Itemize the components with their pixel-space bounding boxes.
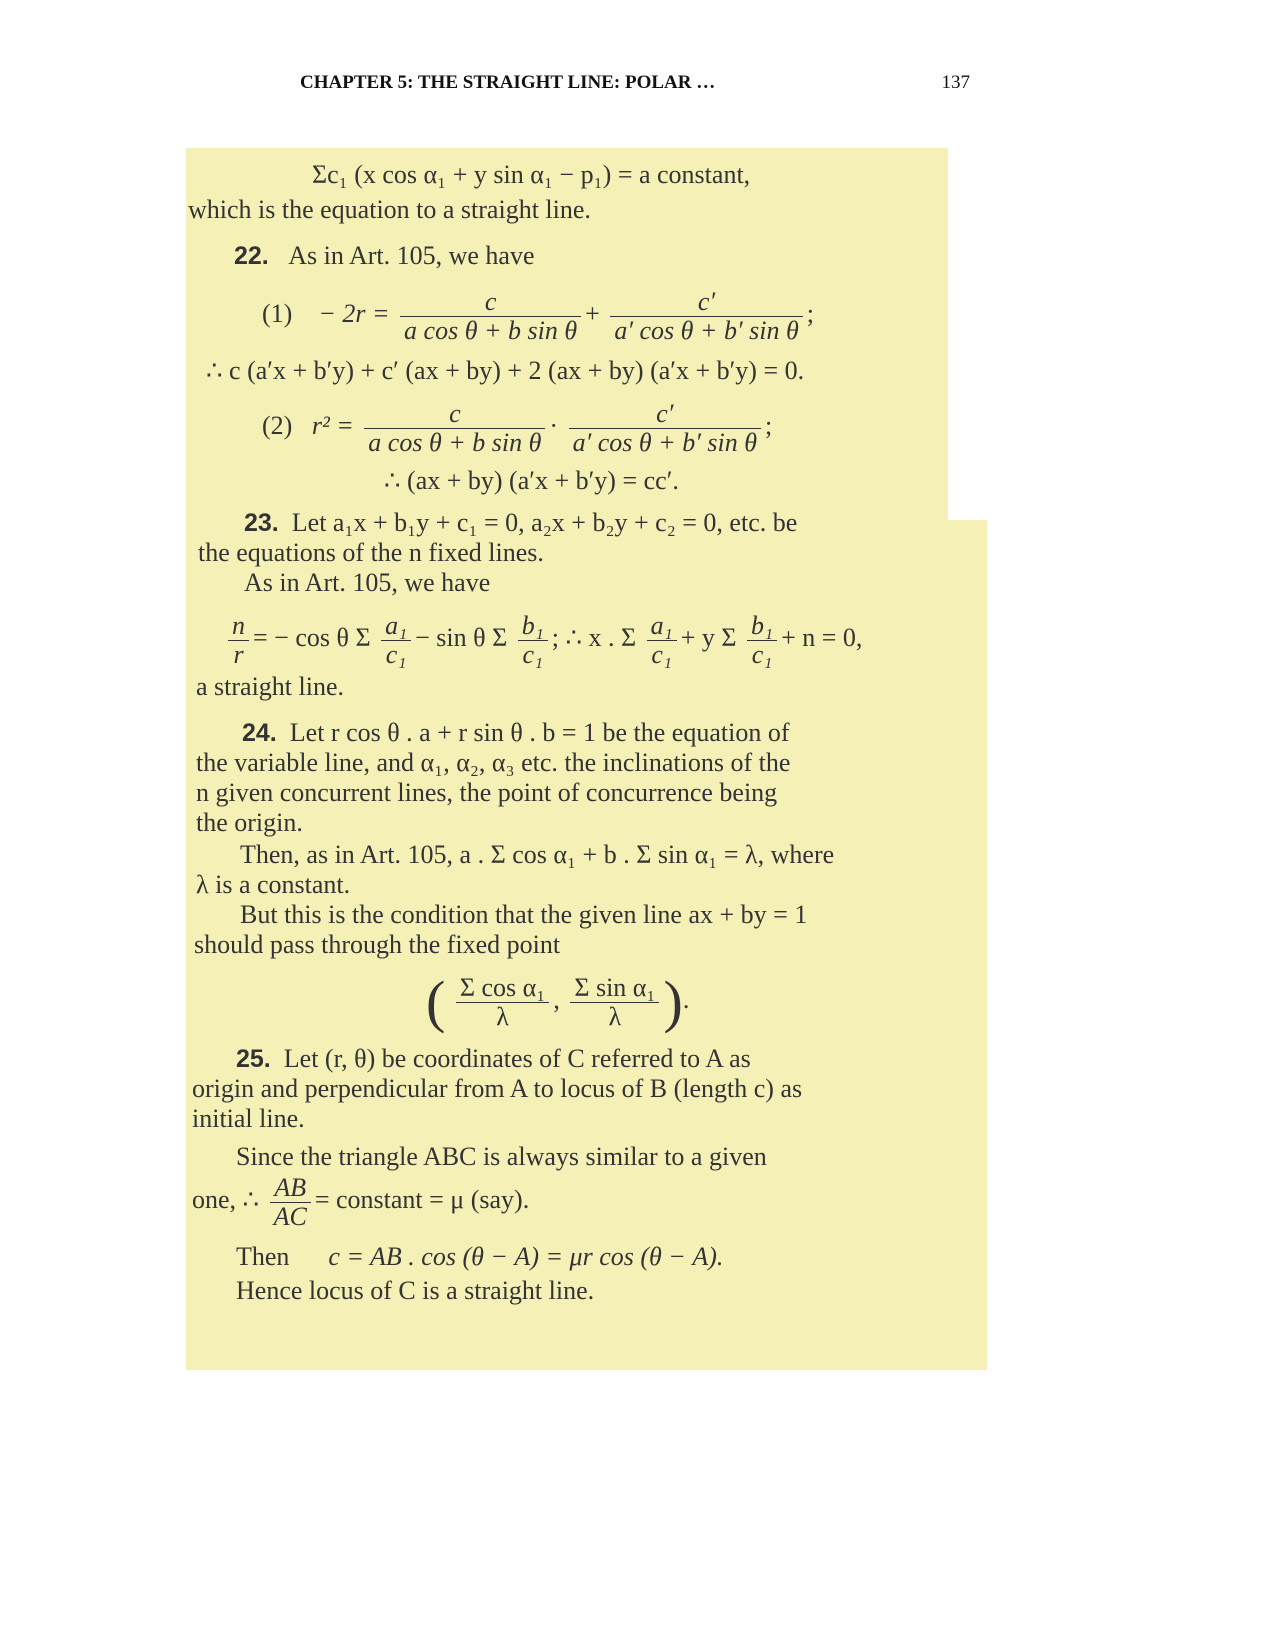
q24-line-8: should pass through the fixed point xyxy=(194,930,561,959)
q22-eq2-lhs: r² = xyxy=(311,411,354,440)
q23-a1-over-c1-b: $\frac{\text{a₁}}{\text{c₁}}$ xyxy=(647,612,677,669)
q23-equation: $\frac{n}{r}$ = − cos θ Σ $\frac{\text{a₁}}{\text{c₁}}$ − sin θ Σ $\frac{\text{b₁}}{\text{c₁}}$ ; ∴ x . Σ $\frac{\text{a₁}}{\text{c₁}}$ + y Σ $\frac{\text{b₁}}{\text{c₁}}$ + n = 0, xyxy=(224,608,862,669)
q24-line-5: Then, as in Art. 105, a . Σ cos α₁ + b . Σ sin α₁ = λ, where xyxy=(240,840,835,869)
q24-line-1: 24. Let r cos θ . a + r sin θ . b = 1 be the equation of xyxy=(242,718,790,747)
q23-b1-over-c1-a: $\frac{\text{b₁}}{\text{c₁}}$ xyxy=(518,612,548,669)
q22-eq1-fraction-1: $\frac{c}{\text{a cos θ + b sin θ}}$ xyxy=(400,288,581,345)
q22-eq2-fraction-2: $\frac{c'}{\text{a′ cos θ + b′ sin θ}}$ xyxy=(569,400,761,457)
q23-number: 23. xyxy=(244,509,279,537)
q22-eq1-fraction-2: $\frac{c'}{\text{a′ cos θ + b′ sin θ}}$ xyxy=(610,288,802,345)
q25-line-2: origin and perpendicular from A to locus of B (length c) as xyxy=(192,1074,803,1103)
q22-eq2-result: ∴ (ax + by) (a′x + b′y) = cc′. xyxy=(384,466,679,495)
q24-number: 24. xyxy=(242,719,277,747)
q25-line-7: Hence locus of C is a straight line. xyxy=(236,1276,595,1305)
q24-point-x: $\frac{\text{Σ cos α₁}}{\lambda}$ xyxy=(456,974,549,1031)
q22-intro: As in Art. 105, we have xyxy=(288,241,535,270)
q21-text: which is the equation to a straight line. xyxy=(188,195,591,224)
page-number: 137 xyxy=(941,72,970,93)
q22-equation-1: (1) − 2r = $\frac{c}{\text{a cos θ + b sin θ}}$ + $\frac{c'}{\text{a′ cos θ + b′ sin θ}}$ ; xyxy=(262,286,815,345)
running-header xyxy=(300,72,970,102)
q22-case-1: (1) xyxy=(262,299,293,328)
q24-line-4: the origin. xyxy=(196,808,303,837)
q25-line-1: 25. Let (r, θ) be coordinates of C referred to A as xyxy=(236,1044,751,1073)
q24-point-y: $\frac{\text{Σ sin α₁}}{\lambda}$ xyxy=(570,974,659,1031)
q25-line-6: Then c = AB . cos (θ − A) = μr cos (θ − A). xyxy=(236,1242,724,1271)
q22-number: 22. xyxy=(234,242,269,270)
q25-line-5: one, ∴ $\frac{AB}{AC}$ = constant = μ (say). xyxy=(192,1172,530,1231)
q23-line-3: As in Art. 105, we have xyxy=(244,568,491,597)
q25-ab-over-ac: $\frac{AB}{AC}$ xyxy=(270,1174,311,1231)
q22-intro-line xyxy=(234,241,535,271)
q22-equation-2: (2) r² = $\frac{c}{\text{a cos θ + b sin θ}}$ · $\frac{c'}{\text{a′ cos θ + b′ sin θ}}$ ; xyxy=(262,398,773,457)
q23-b1-over-c1-b: $\frac{\text{b₁}}{\text{c₁}}$ xyxy=(747,612,777,669)
q24-line-2: the variable line, and α₁, α₂, α₃ etc. the inclinations of the xyxy=(196,748,791,777)
q22-eq1-lhs: − 2r = xyxy=(318,299,390,328)
q23-line-4: a straight line. xyxy=(196,672,345,701)
q21-equation: Σc₁ (x cos α₁ + y sin α₁ − p₁) = a constant, xyxy=(312,160,751,189)
q23-n-over-r: $\frac{n}{r}$ xyxy=(228,612,249,669)
q24-line-3: n given concurrent lines, the point of concurrence being xyxy=(196,778,778,807)
q23-line-1: 23. Let a₁x + b₁y + c₁ = 0, a₂x + b₂y + c₂ = 0, etc. be xyxy=(244,508,798,537)
q23-a1-over-c1-a: $\frac{\text{a₁}}{\text{c₁}}$ xyxy=(381,612,411,669)
q24-line-6: λ is a constant. xyxy=(196,870,351,899)
chapter-title: CHAPTER 5: THE STRAIGHT LINE: POLAR … xyxy=(300,72,716,93)
q23-line-2: the equations of the n fixed lines. xyxy=(198,538,544,567)
q22-eq1-result: ∴ c (a′x + b′y) + c′ (ax + by) + 2 (ax + by) (a′x + b′y) = 0. xyxy=(206,356,805,385)
q25-line-4: Since the triangle ABC is always similar to a given xyxy=(236,1142,767,1171)
q22-case-2: (2) xyxy=(262,411,293,440)
q25-number: 25. xyxy=(236,1045,271,1073)
q24-fixed-point: ( $\frac{\text{Σ cos α₁}}{\lambda}$ , $\frac{\text{Σ sin α₁}}{\lambda}$ ). xyxy=(426,969,690,1035)
q25-line-3: initial line. xyxy=(192,1104,305,1133)
q24-line-7: But this is the condition that the given line ax + by = 1 xyxy=(240,900,808,929)
q22-eq2-fraction-1: $\frac{c}{\text{a cos θ + b sin θ}}$ xyxy=(364,400,545,457)
